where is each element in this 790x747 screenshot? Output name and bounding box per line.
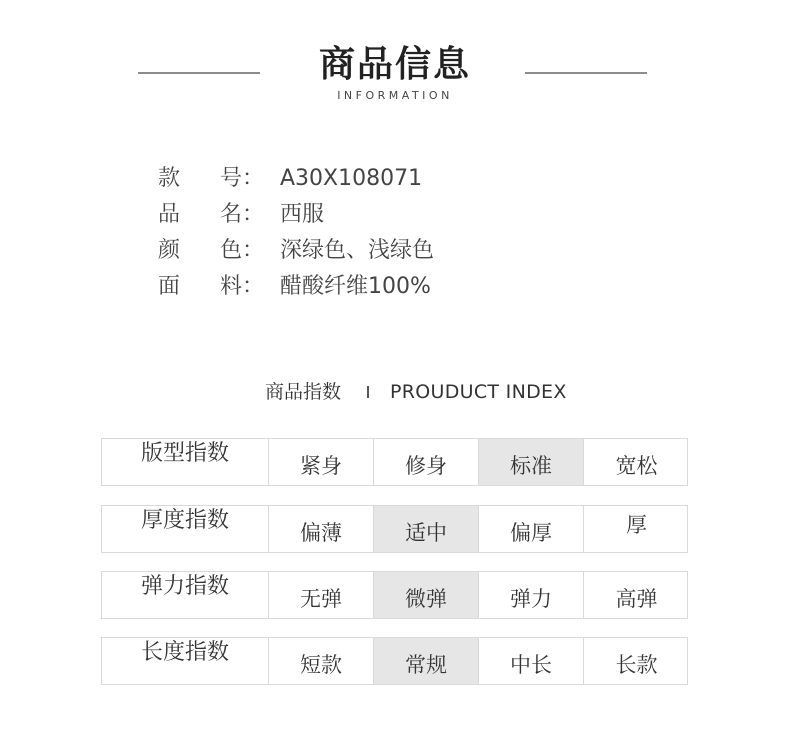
index-label: 厚度指数 <box>102 506 269 552</box>
index-option: 宽松 <box>615 454 658 478</box>
index-label: 版型指数 <box>102 439 269 485</box>
index-option: 紧身 <box>269 439 374 485</box>
info-label <box>158 200 268 230</box>
page-subtitle: INFORMATION <box>337 89 453 102</box>
index-table-fit <box>101 438 688 486</box>
info-label-char: 面 <box>158 274 181 299</box>
info-label-char: 品 <box>158 202 181 227</box>
info-label <box>158 164 268 194</box>
index-option: 高弹 <box>615 587 658 611</box>
info-label <box>158 272 268 302</box>
index-option: 短款 <box>269 638 374 684</box>
index-option: 中长 <box>479 638 584 684</box>
section-title-separator <box>367 386 369 398</box>
index-option: 长款 <box>615 653 658 677</box>
index-option: 标准 <box>479 439 584 485</box>
info-label-char: 色： <box>220 238 265 263</box>
index-option: 微弹 <box>374 572 479 618</box>
info-value: 醋酸纤维100% <box>280 274 431 299</box>
info-label-char: 款 <box>158 166 181 191</box>
index-label: 长度指数 <box>102 638 269 684</box>
index-table-thickness <box>101 505 688 553</box>
index-option: 修身 <box>374 439 479 485</box>
index-label: 弹力指数 <box>102 572 269 618</box>
index-option: 适中 <box>374 506 479 552</box>
page-title: 商品信息 <box>318 44 471 85</box>
info-label <box>158 236 268 266</box>
index-table-elasticity <box>101 571 688 619</box>
index-option: 常规 <box>374 638 479 684</box>
index-table-length <box>101 637 688 685</box>
info-label-char: 料： <box>220 274 265 299</box>
info-label-char: 颜 <box>158 238 181 263</box>
index-option: 无弹 <box>269 572 374 618</box>
info-label-char: 名： <box>220 202 265 227</box>
info-label-char: 号： <box>220 166 265 191</box>
index-option: 偏厚 <box>479 506 584 552</box>
index-option: 偏薄 <box>269 506 374 552</box>
info-value: 西服 <box>280 202 325 227</box>
index-option: 弹力 <box>479 572 584 618</box>
info-value: A30X108071 <box>280 166 423 191</box>
info-value: 深绿色、浅绿色 <box>280 238 435 263</box>
section-title-en: PROUDUCT INDEX <box>390 381 567 403</box>
index-option: 厚 <box>626 513 647 537</box>
section-title-cn: 商品指数 <box>265 381 342 403</box>
product-index-heading <box>0 378 790 406</box>
